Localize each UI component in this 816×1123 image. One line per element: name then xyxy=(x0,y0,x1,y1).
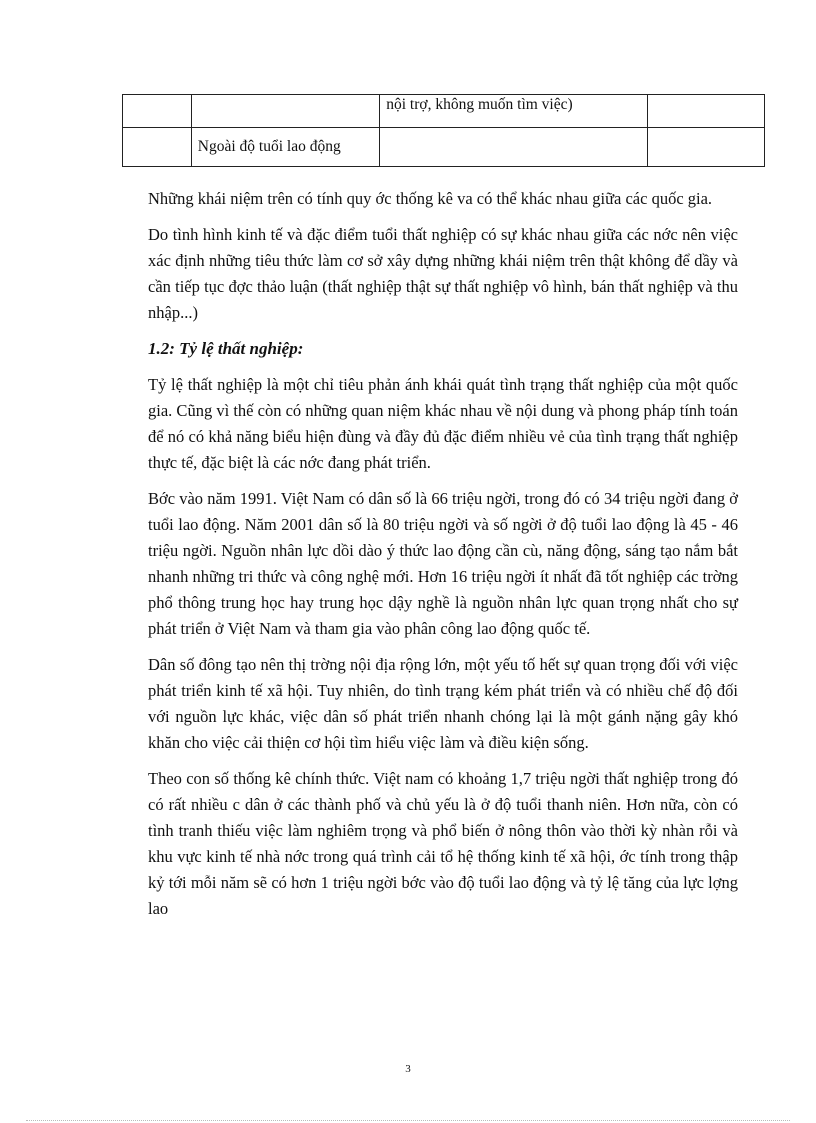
table-cell xyxy=(648,95,765,128)
paragraph-rate-definition: Tỷ lệ thất nghiệp là một chỉ tiêu phản ánh khái quát tình trạng thất nghiệp của một quốc gia. Cũng vì thế còn có những quan niệm khác nhau về nội dung và phong pháp tính toán để nó có khả năng biểu hiện đùng và đầy đủ đặc điểm nhiều vẻ của tình trạng thất nghiệp thực tế, đặc biệt là các nớc đang phát triển. xyxy=(148,375,738,472)
table-row xyxy=(123,128,765,167)
paragraph-domestic-market: Dân số đông tạo nên thị trờng nội địa rộng lớn, một yếu tố hết sự quan trọng đối với việc phát triển kinh tế xã hội. Tuy nhiên, do tình trạng kém phát triển và có nhiều chế độ đối với nguồn lực khác, việc dân số phát triển nhanh chóng lại là một gánh nặng gây khó khăn cho việc cải thiện cơ hội tìm hiểu việc làm và điều kiện sống. xyxy=(148,655,738,752)
page-number: 3 xyxy=(405,1063,411,1075)
table-cell xyxy=(648,128,765,167)
paragraph-criteria: Do tình hình kinh tế và đặc điểm tuổi thất nghiệp có sự khác nhau giữa các nớc nên việc xác định những tiêu thức làm cơ sở xây dựng những khái niệm trên thật không để dầy và cần tiếp tục đợc thảo luận (thất nghiệp thật sự thất nghiệp vô hình, bán thất nghiệp và thu nhập...) xyxy=(148,225,738,322)
paragraph-population-1991: Bớc vào năm 1991. Việt Nam có dân số là 66 triệu ngời, trong đó có 34 triệu ngời đang ở tuổi lao động. Năm 2001 dân số là 80 triệu ngời và số ngời ở độ tuổi lao động là 45 - 46 triệu ngời. Nguồn nhân lực dồi dào ý thức lao động cần cù, năng động, sáng tạo nắm bắt nhanh những tri thức và công nghệ mới. Hơn 16 triệu ngời ít nhất đã tốt nghiệp các trờng phổ thông trung học hay trung học dậy nghề là nguồn nhân lực quan trọng nhất cho sự phát triển ở Việt Nam và tham gia vào phân công lao động quốc tế. xyxy=(148,489,738,638)
table-cell xyxy=(191,95,379,128)
table-cell xyxy=(123,128,192,167)
paragraph-concepts-note: Những khái niệm trên có tính quy ớc thống kê va có thể khác nhau giữa các quốc gia. xyxy=(148,189,713,208)
paragraph-official-statistics: Theo con số thống kê chính thức. Việt nam có khoảng 1,7 triệu ngời thất nghiệp trong đó có rất nhiều c dân ở các thành phố và chủ yếu là ở độ tuổi thanh niên. Hơn nữa, còn có tình tranh thiếu việc làm nghiêm trọng và phổ biến ở nông thôn vào thời kỳ nhàn rỗi và khu vực kinh tế nhà nớc trong quá trình cải tổ hệ thống kinh tế xã hội, ớc tính trong thập kỷ tới mỗi năm sẽ có hơn 1 triệu ngời bớc vào độ tuổi lao động và tỷ lệ tăng của lực lợng lao xyxy=(148,769,738,918)
page-bottom-divider xyxy=(26,1120,790,1121)
table-cell: nội trợ, không muốn tìm việc) xyxy=(380,95,648,128)
classification-table-fragment xyxy=(122,94,765,167)
table-cell xyxy=(123,95,192,128)
table-cell: Ngoài độ tuổi lao động xyxy=(191,128,379,167)
table-cell xyxy=(380,128,648,167)
section-heading-unemployment-rate: 1.2: Tỷ lệ thất nghiệp: xyxy=(148,339,304,358)
table-row xyxy=(123,95,765,128)
body-text xyxy=(148,186,738,932)
